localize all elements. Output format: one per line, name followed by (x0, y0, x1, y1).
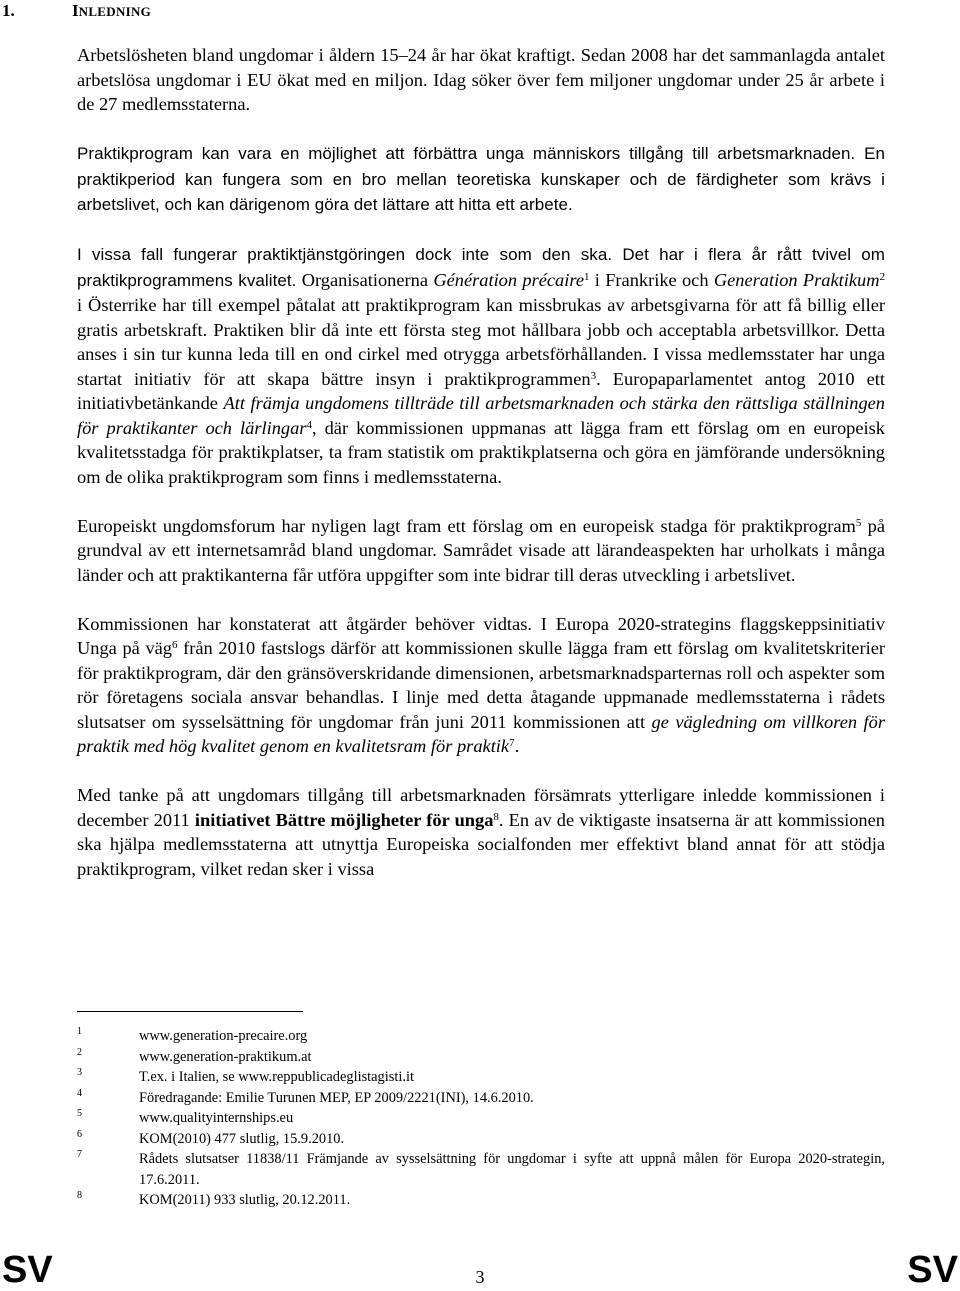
page-number: 3 (475, 1267, 485, 1287)
paragraph-4-text: på grundval av ett internetsamråd bland ungdomar. Samrådet visade att lärandeaspekten har urholkats i många länder och att praktikanterna får utföra uppgifter som inte bidrar till deras utveckling i arbetslivet. (77, 515, 885, 585)
paragraph-5-text: från 2010 fastslogs därför att kommissionen skulle lägga fram ett förslag om kvalitetskriterier för praktikprogram, där den gränsöverskridande dimensionen, arbetsmarknadsparternas roll och aspekter som rör företagens sociala ansvar behandlas. I linje med detta åtagande uppmanade medlemsstaterna i rådets slutsatser om sysselsättning för ungdomar från juni 2011 kommissionen att (77, 638, 885, 732)
footnote-ref-5: 5 (855, 516, 862, 529)
paragraph-3-text: i Frankrike och (589, 269, 714, 290)
footnote-ref-1: 1 (584, 270, 590, 283)
paragraph-3-sans: I vissa fall fungerar praktiktjänstgöringen dock inte som den ska. Det har i flera år rått tvivel om praktikprogrammens kvalitet. (77, 245, 885, 290)
paragraph-3-text: i Österrike har till exempel påtalat att praktikprogram kan missbrukas av arbetsgivarna för att få billig eller gratis arbetskraft. Praktiken blir då inte ett första steg mot hållbara jobb och acceptabla arbetsvillkor. Detta anses i sin tur kunna leda till en ond cirkel med otrygga arbetsförhållanden. I vissa medlemsstater har unga startat initiativ för att skapa bättre insyn i praktikprogrammen (77, 295, 885, 389)
footnote (77, 1108, 885, 1129)
footnote-text: KOM(2010) 477 slutlig, 15.9.2010. (139, 1130, 345, 1147)
footnote-ref-3: 3 (590, 369, 597, 382)
footnote-number: 1 (77, 1026, 82, 1037)
footnote (77, 1067, 885, 1088)
paragraph-5-text: . (514, 736, 520, 756)
bold-initiative: initiativet Bättre möjligheter för unga (194, 809, 494, 830)
footnote (77, 1190, 885, 1211)
footnote-text: www.qualityinternships.eu (139, 1110, 294, 1126)
footnote-text: T.ex. i Italien, se www.reppublicadeglistagisti.it (139, 1069, 414, 1085)
paragraph-4 (77, 514, 885, 588)
footnote-number: 6 (77, 1128, 82, 1140)
paragraph-2-sans-b: En praktikperiod kan fungera som en bro mellan teoretiska kunskaper och de färdigheter som krävs i arbetslivet, och kan därigenom göra det lättare att hitta ett arbete. (77, 144, 885, 214)
section-number: 1. (2, 1, 15, 20)
footnote-number: 2 (77, 1046, 82, 1058)
footnote-ref-6: 6 (172, 639, 178, 651)
footnote-ref-8: 8 (493, 810, 499, 823)
heading-rest: NLEDNING (78, 4, 152, 19)
italic-title: Génération précaire (433, 269, 584, 290)
footnote-text: www.generation-precaire.org (139, 1028, 308, 1044)
footnote-text: Rådets slutsatser 11838/11 Främjande av sysselsättning för ungdomar i syfte att uppnå målen för Europa 2020-strategin, 17.6.2011. (139, 1151, 885, 1188)
paragraph-3-text: . Europaparlamentet antog 2010 ett initiativbetänkande (77, 368, 885, 413)
footnote-ref-7: 7 (509, 737, 515, 749)
paragraph-5 (77, 612, 885, 759)
paragraph-4-text: Europeiskt ungdomsforum har nyligen lagt fram ett förslag om en europeisk stadga för praktikprogram (77, 515, 856, 536)
footnote (77, 1047, 885, 1068)
footnote-ref-4: 4 (306, 418, 312, 431)
footnote-number: 7 (77, 1149, 82, 1160)
section-heading (2, 0, 151, 23)
paragraph-3 (77, 242, 885, 489)
paragraph-6 (77, 783, 885, 881)
footnote-text: www.generation-praktikum.at (139, 1048, 312, 1065)
footnote-number: 4 (77, 1087, 82, 1099)
footnote (77, 1149, 885, 1190)
footnotes (77, 1026, 885, 1211)
footnote-ref-2: 2 (879, 270, 886, 283)
footnote (77, 1129, 885, 1150)
language-code-right: SV (907, 1249, 958, 1291)
footnote-number: 3 (77, 1067, 82, 1078)
paragraph-3-text: Organisationerna (296, 269, 434, 290)
paragraph-5-text: Kommissionen har konstaterat att åtgärder behöver vidtas. I Europa 2020-strategins flaggskeppsinitiativ Unga på väg (77, 613, 885, 658)
footnote-text: KOM(2011) 933 slutlig, 20.12.2011. (139, 1192, 351, 1208)
italic-title: Att främja ungdomens tillträde till arbetsmarknaden och stärka den rättsliga ställningen för praktikanter och lärlingar (77, 393, 885, 438)
italic-quote: ge vägledning om villkoren för praktik med hög kvalitet genom en kvalitetsram för praktik (77, 711, 885, 756)
paragraph-1: Arbetslösheten bland ungdomar i åldern 15–24 år har ökat kraftigt. Sedan 2008 har det sammanlagda antalet arbetslösa ungdomar i EU ökat med en miljon. Idag söker över fem miljoner ungdomar under 25 år arbete i de 27 medlemsstaterna. (77, 45, 885, 114)
footnote (77, 1088, 885, 1109)
italic-title: Generation Praktikum (713, 269, 880, 290)
footnote (77, 1026, 885, 1047)
paragraph-2-sans: Praktikprogram kan vara en möjlighet att förbättra unga människors tillgång till arbetsmarknaden. (77, 144, 856, 163)
heading-initial: I (72, 1, 79, 20)
language-code-left: SV (2, 1249, 53, 1291)
paragraph-6-text: . En av de viktigaste insatserna är att kommissionen ska hjälpa medlemsstaterna att utnyttja Europeiska socialfonden mer effektivt bland annat för att stödja praktikprogram, vilket redan sker i vissa (77, 809, 885, 879)
paragraph-6-text: Med tanke på att ungdomars tillgång till arbetsmarknaden försämrats ytterligare inledde kommissionen i december 2011 (77, 785, 885, 830)
paragraph-3-text: , där kommissionen uppmanas att lägga fram ett förslag om en europeisk kvalitetsstadga för praktikplatser, ta fram statistik om praktikplatserna och göra en jämförande undersökning om de olika praktikprogram som finns i medlemsstaterna. (77, 417, 885, 487)
footnote-number: 8 (77, 1190, 82, 1201)
body-text (77, 43, 885, 881)
footnote-number: 5 (77, 1108, 82, 1119)
footnote-text: Föredragande: Emilie Turunen MEP, EP 2009/2221(INI), 14.6.2010. (139, 1089, 534, 1106)
footnote-separator (77, 1011, 303, 1012)
paragraph-2 (77, 141, 885, 218)
